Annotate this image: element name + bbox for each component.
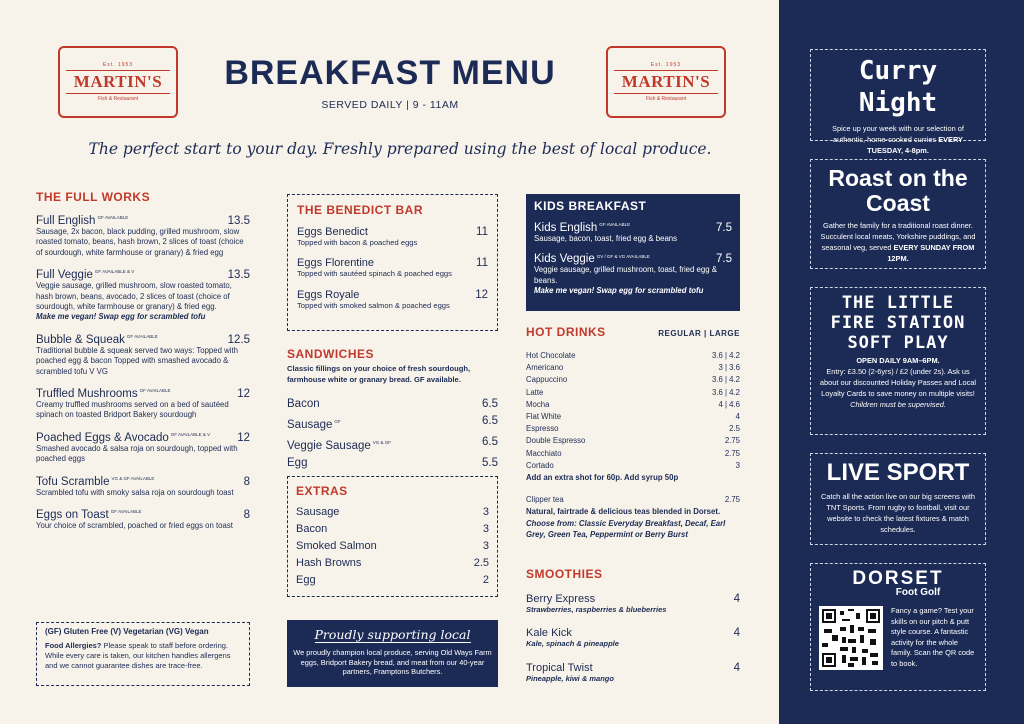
drink-item [526,411,740,423]
smoothie-desc: Strawberries, raspberries & blueberries [526,605,667,614]
full-works-list [36,215,250,532]
roast-box [810,159,986,269]
menu-item-row [36,476,250,488]
live-sport-box [810,453,986,545]
menu-item-desc: Sausage, 2x bacon, black pudding, grilled mushroom, slow roasted tomato, beans, hash brown, 2 slices of toast (choice of sourdough, white farmhouse or granary) & fried egg [36,227,244,257]
sandwiches-list [287,396,498,472]
golf-title: DORSET [852,568,944,589]
soft-play-note: Children must be supervised. [850,400,946,409]
extra-price: 2 [482,574,489,586]
menu-item-tag: GF AVAILABLE [126,334,158,340]
extra-item [296,504,489,521]
menu-item [36,269,250,323]
full-works-title: THE FULL WORKS [36,190,151,204]
menu-item-row [36,215,250,227]
benedict-item [297,257,488,279]
martins-logo-right [606,46,726,118]
extras-list [296,504,489,589]
smoothie-name: Kale Kick [526,627,572,640]
kids-item-note: Make me vegan! Swap egg for scrambled tofu [534,286,704,296]
kids-item-desc: Veggie sausage, grilled mushroom, toast, fried egg & beans. [534,265,717,285]
extra-name: Sausage [296,506,340,518]
drink-item [526,460,740,472]
menu-item [36,215,250,258]
full-works-section [36,190,250,532]
menu-item-name-text: Poached Eggs & Avocado [36,431,169,444]
clipper-choices: Choose from: Classic Everyday Breakfast, Decaf, Earl Grey, Green Tea, Peppermint or Berry Burst [526,518,726,540]
kids-breakfast-box [526,194,740,311]
local-text: We proudly champion local produce, serving Old Ways Farm eggs, Bridport Bakery bread, and meat from our 40-year partners, Framptons Butchers. [293,648,492,677]
logo-brand: MARTIN'S [614,70,718,94]
kids-item [534,222,732,244]
benedict-item [297,289,488,311]
menu-item-name-text: Tofu Scramble [36,475,110,488]
menu-item-name [36,269,134,281]
smoothie-item [526,627,740,649]
extra-price: 3 [482,506,489,518]
roast-title: Roast on the Coast [828,165,968,216]
smoothies-title: SMOOTHIES [526,567,603,581]
clipper-desc: Natural, fairtrade & delicious teas blended in Dorset. [526,507,721,517]
drink-name: Cortado [526,460,554,470]
benedict-item-desc: Topped with sautéed spinach & poached eggs [297,269,452,279]
kids-item-name-text: Kids English [534,222,598,234]
golf-text: Fancy a game? Test your skills on our pitch & putt style course. A fantastic activity for the whole family. Scan the QR code to book. [891,606,975,668]
smoothie-name: Tropical Twist [526,661,593,674]
menu-item-price: 13.5 [227,215,250,227]
clipper-name: Clipper tea [526,495,564,505]
smoothie-item-row [526,627,740,639]
curry-text-bold: EVERY TUESDAY, 4-8pm. [867,135,963,155]
clipper-tea [526,494,740,541]
benedict-item-price: 12 [475,288,488,301]
smoothie-item [526,593,740,615]
sandwich-name-text: Bacon [287,398,320,410]
logo-tag: Fish & Restaurant [97,96,139,102]
clipper-price: 2.75 [724,495,740,505]
drink-item [526,387,740,399]
roast-text [819,220,977,264]
menu-item-name [36,215,128,227]
soft-play-desc: Entry: £3.50 (2-6yrs) / £2 (under 2s). Ask us about our discounted Holiday Passes and Local Loyalty Cards to save money on multiple visits! [819,367,977,398]
drink-price: 2.5 [729,424,740,434]
menu-item-name-text: Truffled Mushrooms [36,388,138,401]
smoothie-price: 4 [733,593,740,605]
drink-price: 3.6 | 4.2 [711,387,740,397]
kids-list [534,222,732,297]
menu-item-name-text: Bubble & Squeak [36,333,125,346]
drink-item [526,423,740,435]
martins-logo-left [58,46,178,118]
menu-item [36,388,250,421]
extra-name: Egg [296,574,316,586]
menu-item [36,334,250,377]
menu-item-tag: GF AVAILABLE [110,509,142,515]
curry-text-pre: Spice up your week with our selection of authentic, home-cooked curries [832,124,964,144]
menu-item-tag: GF AVAILABLE & V [94,269,135,275]
drink-item [526,350,740,362]
drink-name: Macchiato [526,448,562,458]
drink-item [526,399,740,411]
benedict-item-price: 11 [476,226,488,238]
smoothie-desc: Kale, spinach & pineapple [526,639,619,649]
kids-item-price: 7.5 [716,222,732,234]
soft-play-title: THE LITTLE FIRE STATION SOFT PLAY [830,293,966,353]
menu-item-tag: GF AVAILABLE [97,215,129,221]
menu-item-price: 12.5 [227,333,250,346]
logo-est: Est. 1953 [102,62,134,68]
legend-keys: (GF) Gluten Free (V) Vegetarian (VG) Vegan [45,627,209,636]
drink-price: 3.6 | 4.2 [711,351,740,360]
extra-item [296,521,489,538]
benedict-item-name: Eggs Benedict [297,226,368,238]
menu-item-price: 12 [237,388,250,401]
menu-item-price: 12 [237,431,250,444]
extra-item [296,572,489,589]
menu-item-desc: Creamy truffled mushrooms served on a bed of sautéed spinach on toasted Bridport Bakery sourdough [36,400,229,420]
drink-name: Americano [526,363,564,373]
benedict-item-name: Eggs Royale [297,288,360,301]
soft-play-text [819,355,977,410]
logo-est: Est. 1953 [650,62,682,68]
sandwich-item [287,413,498,434]
smoothie-item-row [526,593,740,605]
sandwiches-section [287,347,498,472]
drink-name: Hot Chocolate [526,351,576,360]
menu-item-name [36,388,170,400]
drink-price: 4 | 4.6 [718,399,740,409]
drink-price: 3.6 | 4.2 [711,375,740,385]
menu-item-name [36,509,142,521]
menu-item-name-text: Full Veggie [36,269,93,282]
curry-title: Curry Night [858,56,938,118]
sandwiches-intro: Classic fillings on your choice of fresh sourdough, farmhouse white or granary bread. GF available. [287,364,471,384]
benedict-bar-box [287,194,498,331]
sandwich-price: 5.5 [482,456,498,469]
extra-name: Smoked Salmon [296,540,377,552]
menu-item [36,509,250,531]
menu-item-row [36,388,250,400]
allergy-label: Food Allergies? [45,641,102,650]
allergy-text: Please speak to staff before ordering. While every care is taken, our kitchen handles allergens and we cannot guarantee dishes are trace-free. [45,641,231,670]
local-title: Proudly supporting local [314,627,471,642]
sandwich-name [287,413,341,434]
extra-price: 3 [482,523,489,535]
menu-item [36,432,250,465]
menu-item [36,476,250,498]
smoothie-name: Berry Express [526,593,596,605]
benedict-item-row [297,289,488,301]
drink-item [526,374,740,386]
benedict-item-name: Eggs Florentine [297,257,375,270]
kids-item-name [534,253,650,265]
drink-sizes-header: REGULAR | LARGE [658,329,740,338]
logo-brand: MARTIN'S [66,70,170,94]
extra-price: 3 [482,540,489,552]
sandwich-name [287,396,320,413]
benedict-item [297,226,488,248]
kids-item-desc: Sausage, bacon, toast, fried egg & beans [534,234,678,243]
drink-item [526,362,740,374]
sandwich-name [287,455,307,472]
extra-name: Hash Browns [296,557,362,569]
benedict-item-desc: Topped with smoked salmon & poached eggs [297,300,450,310]
curry-text [819,123,977,156]
menu-item-desc: Your choice of scrambled, poached or fried eggs on toast [36,521,233,531]
hot-drinks-section [526,325,740,541]
menu-item-price: 8 [243,509,250,522]
benedict-item-row [297,226,488,238]
menu-item-price: 8 [243,475,250,488]
drink-price: 2.75 [724,436,740,446]
drink-price: 4 [735,412,740,422]
drink-name: Flat White [526,412,562,422]
extra-name: Bacon [296,523,328,535]
kids-item-price: 7.5 [716,253,732,266]
extra-price: 2.5 [473,557,489,569]
served-hours: SERVED DAILY | 9 - 11AM [321,99,459,111]
drink-name: Cappuccino [526,375,568,385]
menu-item-desc: Scrambled tofu with smoky salsa roja on sourdough toast [36,487,234,497]
kids-item-name-text: Kids Veggie [534,253,595,266]
extras-box [287,476,498,597]
logo-tag: Fish & Restaurant [645,96,687,102]
sandwich-price: 6.5 [482,415,498,427]
allergy-notice [45,641,241,671]
menu-item-row [36,432,250,444]
soft-play-hours: OPEN DAILY 9AM–6PM. [856,356,940,365]
extra-item [296,538,489,555]
menu-item-desc: Traditional bubble & squeak served two ways: Topped with poached egg & bacon Topped with smashed avocado & scrambled tofu V VG [36,345,238,376]
sport-text: Catch all the action live on our big screens with TNT Sports. From rugby to football, visit our website to check the latest fixtures & match schedules. [820,492,976,534]
smoothie-item [526,662,740,684]
kids-item-tag: GF AVAILABLE [599,222,631,228]
kids-item [534,253,732,296]
sandwich-price: 6.5 [482,435,498,448]
sandwiches-title: SANDWICHES [287,347,375,361]
smoothie-price: 4 [733,661,740,674]
smoothie-desc: Pineapple, kiwi & mango [526,673,614,683]
benedict-title: THE BENEDICT BAR [297,203,424,217]
drink-price: 2.75 [724,448,740,458]
menu-item-tag: GF AVAILABLE & V [170,432,211,438]
menu-title: BREAKFAST MENU [224,54,556,92]
kids-item-row [534,253,732,265]
menu-item-name-text: Eggs on Toast [36,509,109,522]
smoothie-price: 4 [733,627,740,640]
soft-play-box [810,287,986,435]
drink-price: 3 | 3.6 [718,363,740,373]
drink-price: 3 [735,460,740,470]
menu-item-row [36,509,250,521]
sport-title: LIVE SPORT [826,459,970,486]
menu-item-price: 13.5 [227,269,250,282]
extra-shot-note: Add an extra shot for 60p. Add syrup 50p [526,473,679,483]
sandwich-tag: GF [334,419,341,424]
drink-name: Double Espresso [526,436,586,446]
benedict-item-row [297,257,488,269]
menu-item-desc: Smashed avocado & salsa roja on sourdough, topped with poached eggs [36,443,238,464]
extras-title: EXTRAS [296,484,348,498]
sandwich-name-text: Veggie Sausage [287,439,371,452]
curry-night-box [810,49,986,155]
hot-drinks-title: HOT DRINKS [526,325,606,339]
drink-name: Mocha [526,399,550,409]
benedict-list [297,226,488,311]
local-support-box [287,620,498,687]
kids-item-row [534,222,732,234]
golf-subtitle: Foot Golf [895,587,941,598]
menu-item-name [36,432,210,444]
drink-item [526,435,740,447]
menu-item-name [36,476,154,488]
sandwich-name-text: Egg [287,456,308,469]
drinks-list [526,350,740,472]
sandwich-name-text: Sausage [287,418,333,431]
sandwich-item [287,455,498,472]
drink-name: Latte [526,387,544,397]
sandwich-tag: VG & GF [372,439,392,445]
benedict-item-desc: Topped with bacon & poached eggs [297,238,418,247]
menu-item-name [36,334,158,346]
menu-item-name-text: Full English [36,215,96,227]
qr-code-icon[interactable] [819,606,883,670]
tagline: The perfect start to your day. Freshly prepared using the best of local produce. [88,140,712,158]
kids-item-tag: GV / GF & VG AVAILABLE [596,253,650,259]
sandwich-name [287,434,391,455]
kids-title: KIDS BREAKFAST [534,199,647,213]
kids-item-name [534,222,630,234]
dietary-legend [36,622,250,686]
sandwich-price: 6.5 [482,398,498,410]
menu-item-row [36,334,250,346]
smoothies-section [526,567,740,684]
sandwich-item [287,434,498,455]
menu-item-row [36,269,250,281]
menu-item-note: Make me vegan! Swap egg for scrambled tofu [36,312,206,322]
roast-text-bold: EVERY SUNDAY FROM 12PM. [887,243,975,263]
smoothies-list [526,593,740,684]
menu-item-tag: VG & GF AVAILABLE [111,475,155,481]
foot-golf-box [810,563,986,691]
roast-text-pre: Gather the family for a traditional roast dinner. Succulent local meats, Yorkshire puddings, and seasonal veg, served [820,221,976,252]
menu-item-tag: GF AVAILABLE [139,388,171,394]
benedict-item-price: 11 [476,257,488,270]
extra-item [296,555,489,572]
smoothie-item-row [526,662,740,674]
drink-item [526,448,740,460]
menu-item-desc: Veggie sausage, grilled mushroom, slow roasted tomato, hash brown, beans, avocado, 2 slices of toast (choice of sourdough, white farmhouse or granary) & fried egg. [36,281,232,312]
sandwich-item [287,396,498,413]
promo-panel [779,0,1024,724]
drink-name: Espresso [526,424,559,434]
